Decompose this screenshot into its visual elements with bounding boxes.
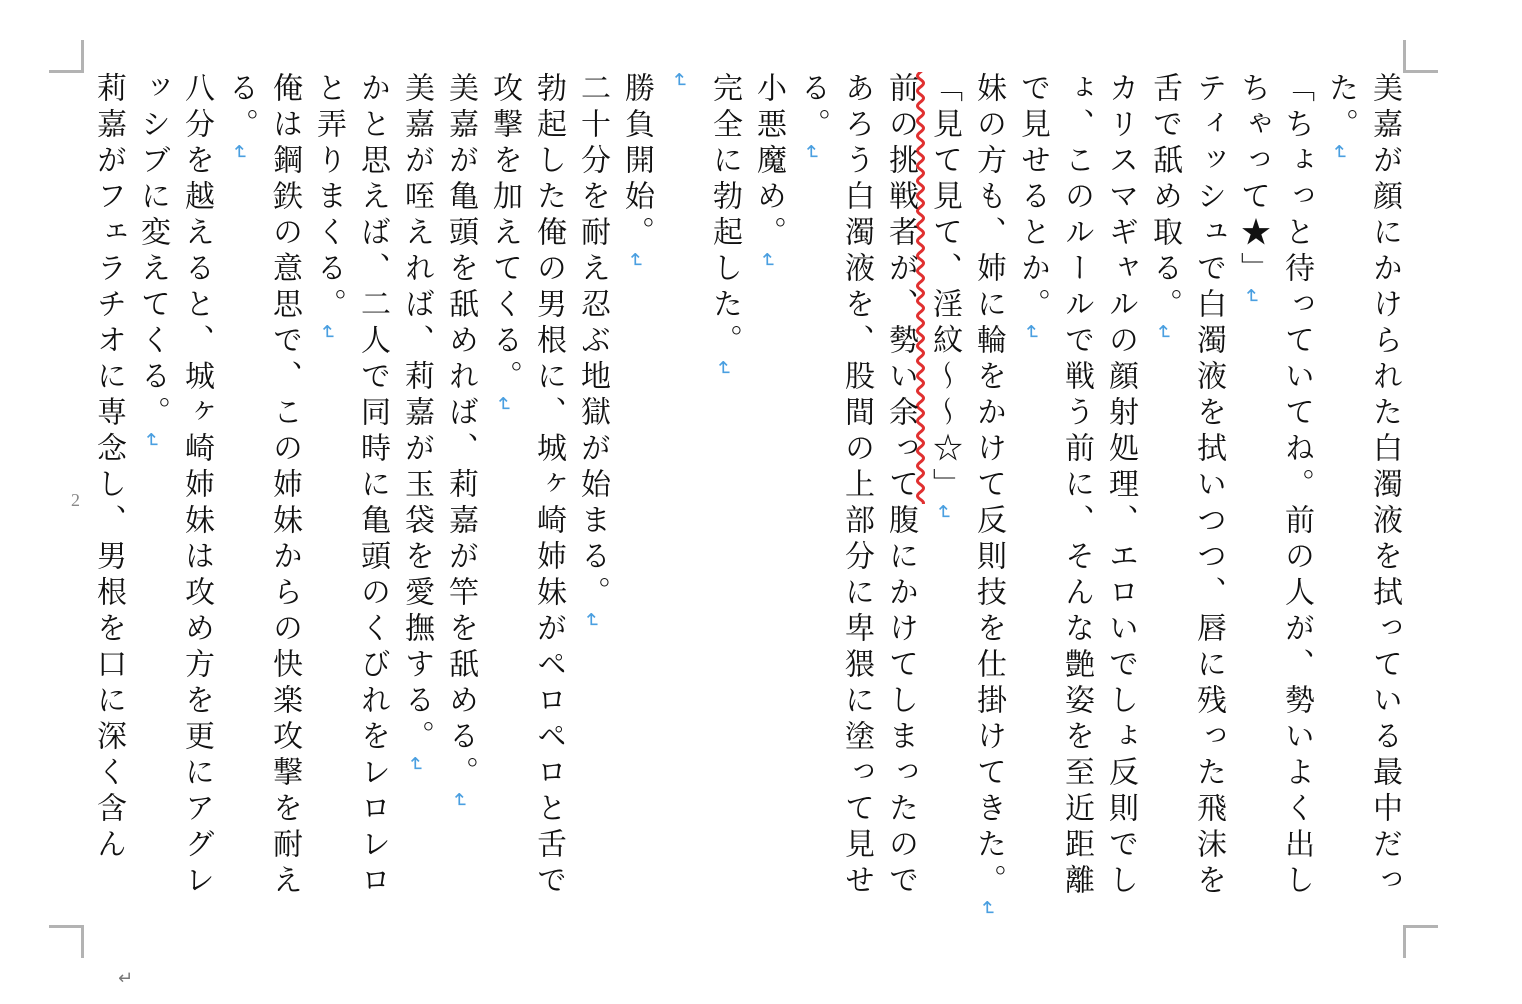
paragraph: 美嘉が咥えれば、莉嘉が玉袋を愛撫する。↵ xyxy=(399,72,434,773)
paragraph-mark-icon: ↵ xyxy=(1020,324,1044,341)
paragraph: カリスマギャルの顔射処理、エロいでしょ反則でしょ、このルールで戦う前に、そんな艶姿を至近距離で見せるとか。↵ xyxy=(1015,72,1138,900)
paragraph: ティッシュで白濁液を拭いつつ、唇に残った飛沫を舌で舐め取る。↵ xyxy=(1147,72,1226,900)
spellcheck-underlined-text: 「見て見て、淫紋～～☆」 xyxy=(927,72,962,504)
paragraph: 「ちょっと待っていてね。前の人が、勢いよく出しちゃって★」↵ xyxy=(1235,72,1314,900)
paragraph xyxy=(922,72,966,922)
paragraph xyxy=(658,72,702,922)
paragraph-mark-icon: ↵ xyxy=(712,360,736,377)
paragraph: 二十分を耐え忍ぶ地獄が始まる。↵ xyxy=(575,72,610,629)
paragraph: 前の挑戦者が、勢い余って腹にかけてしまったのであろう白濁液を、股間の上部分に卑猥に塗って見せる。↵ xyxy=(795,72,918,900)
crop-mark-bottom-right xyxy=(1403,925,1438,958)
crop-mark-bottom-left xyxy=(49,925,84,958)
paragraph-mark-icon: ↵ xyxy=(1240,288,1264,305)
paragraph-mark-icon: ↵ xyxy=(932,504,956,521)
paragraph: 小悪魔め。↵ xyxy=(751,72,786,269)
paragraph-mark-icon: ↵ xyxy=(1328,144,1352,161)
paragraph-mark-icon: ↵ xyxy=(756,252,780,269)
paragraph-mark-icon: ↵ xyxy=(316,324,340,341)
paragraph: 俺は鋼鉄の意思で、この姉妹からの快楽攻撃を耐える。↵ xyxy=(223,72,302,900)
crop-mark-top-right xyxy=(1403,40,1438,73)
vertical-text-body[interactable] xyxy=(56,72,1406,922)
paragraph: 勃起した俺の男根に、城ヶ崎姉妹がペロペロと舌で攻撃を加えてくる。↵ xyxy=(487,72,566,900)
crop-mark-top-left xyxy=(49,40,84,73)
paragraph-mark-icon: ↵ xyxy=(976,900,1000,917)
paragraph: 八分を越えると、城ヶ崎姉妹は攻め方を更にアグレッシブに変えてくる。↵ xyxy=(135,72,214,900)
paragraph: 莉嘉がフェラチオに専念し、男根を口に深く含ん xyxy=(91,72,126,864)
paragraph-mark-icon: ↵ xyxy=(448,792,472,809)
paragraph-mark-icon: ↵ xyxy=(1152,324,1176,341)
paragraph: 勝負開始。↵ xyxy=(619,72,654,269)
page-number: 2 xyxy=(71,490,80,510)
paragraph-mark-icon: ↵ xyxy=(580,612,604,629)
paragraph: 美嘉が亀頭を舐めれば、莉嘉が竿を舐める。↵ xyxy=(443,72,478,809)
paragraph-mark-icon: ↵ xyxy=(492,396,516,413)
paragraph: 美嘉が顔にかけられた白濁液を拭っている最中だった。↵ xyxy=(1323,72,1402,900)
paragraph-mark-icon: ↵ xyxy=(624,252,648,269)
paragraph-mark-icon: ↵ xyxy=(228,144,252,161)
paragraph: 完全に勃起した。↵ xyxy=(707,72,742,377)
paragraph-mark-icon: ↵ xyxy=(140,432,164,449)
paragraph-mark-icon: ↵ xyxy=(800,144,824,161)
paragraph: かと思えば、二人で同時に亀頭のくびれをレロレロと弄りまくる。↵ xyxy=(311,72,390,900)
paragraph-mark-icon: ↵ xyxy=(404,756,428,773)
end-of-page-mark-icon: ↵ xyxy=(118,968,134,989)
paragraph-mark-icon: ↵ xyxy=(668,72,692,89)
paragraph: 妹の方も、姉に輪をかけて反則技を仕掛けてきた。↵ xyxy=(971,72,1006,917)
